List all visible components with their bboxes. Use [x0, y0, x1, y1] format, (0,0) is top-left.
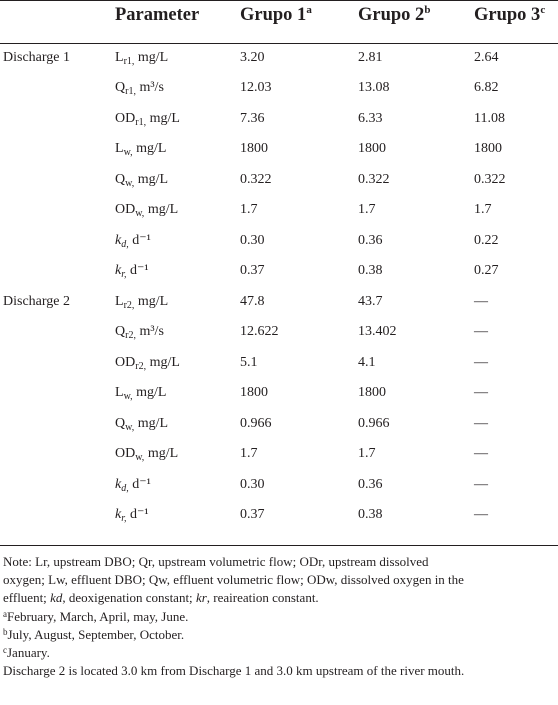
grupo-2-value: 6.33: [358, 111, 383, 126]
grupo-1-value: 3.20: [240, 50, 265, 65]
grupo-2-value: 0.966: [358, 416, 390, 431]
parameter-cell: $OD_{w,}$ mg/L: [115, 202, 179, 219]
grupo-3-value: —: [474, 446, 488, 461]
grupo-2-value: 1800: [358, 385, 386, 400]
grupo-2-value: 0.322: [358, 172, 390, 187]
header-rule: [0, 43, 558, 44]
parameter-cell: $k_{r,}$ d⁻¹: [115, 507, 149, 524]
group-label: Discharge 2: [3, 294, 70, 309]
table-notes: [3, 553, 558, 680]
grupo-3-value: 0.22: [474, 233, 499, 248]
grupo-2-value: 2.81: [358, 50, 383, 65]
parameter-cell: $L_{w,}$ mg/L: [115, 385, 167, 402]
parameter-cell: $L_{r2,}$ mg/L: [115, 294, 169, 311]
parameter-cell: $OD_{w,}$ mg/L: [115, 446, 179, 463]
grupo-3-value: 1800: [474, 141, 502, 156]
table-top-rule: [0, 0, 558, 1]
grupo-2-value: 1.7: [358, 202, 376, 217]
footnote-c: $^c$January.: [3, 645, 50, 661]
grupo-1-value: 1800: [240, 141, 268, 156]
footnote-b: $^b$July, August, September, October.: [3, 626, 185, 642]
note-location: Discharge 2 is located 3.0 km from Discharge 1 and 3.0 km upstream of the river mouth.: [3, 663, 465, 679]
grupo-2-value: 13.402: [358, 324, 397, 339]
grupo-2-value: 1800: [358, 141, 386, 156]
grupo-2-value: 0.36: [358, 233, 383, 248]
parameter-cell: $OD_{r1,}$ mg/L: [115, 111, 180, 128]
grupo-3-value: 0.322: [474, 172, 506, 187]
grupo-3-value: —: [474, 385, 488, 400]
note-line: Note: Lr, upstream DBO; Qr, upstream volumetric flow; ODr, upstream dissolved: [3, 554, 429, 569]
grupo-2-value: 0.36: [358, 477, 383, 492]
parameter-cell: $Q_{w,}$ mg/L: [115, 416, 169, 433]
grupo-3-value: —: [474, 507, 488, 522]
parameter-cell: $Q_{r2,}$ m³/s: [115, 324, 164, 341]
grupo-3-value: 0.27: [474, 263, 499, 278]
grupo-1-value: 0.30: [240, 233, 265, 248]
parameter-cell: $L_{w,}$ mg/L: [115, 141, 167, 158]
grupo-2-value: 0.38: [358, 263, 383, 278]
grupo-1-value: 0.30: [240, 477, 265, 492]
grupo-1-value: 12.03: [240, 80, 272, 95]
header-grupo-1: Grupo 1$^a$: [240, 4, 312, 25]
grupo-1-value: 1.7: [240, 202, 258, 217]
grupo-3-value: 1.7: [474, 202, 492, 217]
parameter-cell: $k_{d,}$ d⁻¹: [115, 477, 151, 494]
parameter-cell: $k_{r,}$ d⁻¹: [115, 263, 149, 280]
parameter-cell: $OD_{r2,}$ mg/L: [115, 355, 180, 372]
grupo-3-value: —: [474, 294, 488, 309]
parameter-cell: $L_{r1,}$ mg/L: [115, 50, 169, 67]
grupo-1-value: 0.37: [240, 507, 265, 522]
table-bottom-rule: [0, 545, 558, 546]
grupo-3-value: 2.64: [474, 50, 499, 65]
grupo-3-value: —: [474, 477, 488, 492]
header-parameter: Parameter: [115, 5, 200, 25]
grupo-1-value: 7.36: [240, 111, 265, 126]
grupo-3-value: 11.08: [474, 111, 505, 126]
grupo-2-value: 13.08: [358, 80, 390, 95]
parameter-cell: $Q_{w,}$ mg/L: [115, 172, 169, 189]
note-line: oxygen; Lw, effluent DBO; Qw, effluent volumetric flow; ODw, dissolved oxygen in the: [3, 572, 464, 588]
parameter-cell: $Q_{r1,}$ m³/s: [115, 80, 164, 97]
grupo-1-value: 0.966: [240, 416, 272, 431]
header-grupo-2: Grupo 2$^b$: [358, 4, 431, 25]
grupo-1-value: 0.37: [240, 263, 265, 278]
grupo-3-value: 6.82: [474, 80, 499, 95]
note-line: effluent; kd, deoxigenation constant; kr, reaireation constant.: [3, 590, 319, 606]
grupo-3-value: —: [474, 324, 488, 339]
grupo-1-value: 12.622: [240, 324, 279, 339]
grupo-2-value: 0.38: [358, 507, 383, 522]
grupo-3-value: —: [474, 416, 488, 431]
grupo-1-value: 5.1: [240, 355, 258, 370]
header-grupo-3: Grupo 3$^c$: [474, 4, 546, 25]
grupo-2-value: 1.7: [358, 446, 376, 461]
grupo-1-value: 1800: [240, 385, 268, 400]
grupo-1-value: 0.322: [240, 172, 272, 187]
grupo-1-value: 47.8: [240, 294, 265, 309]
grupo-2-value: 43.7: [358, 294, 383, 309]
grupo-1-value: 1.7: [240, 446, 258, 461]
group-label: Discharge 1: [3, 50, 70, 65]
grupo-3-value: —: [474, 355, 488, 370]
parameter-cell: $k_{d,}$ d⁻¹: [115, 233, 151, 250]
footnote-a: $^a$February, March, April, may, June.: [3, 608, 189, 624]
grupo-2-value: 4.1: [358, 355, 376, 370]
